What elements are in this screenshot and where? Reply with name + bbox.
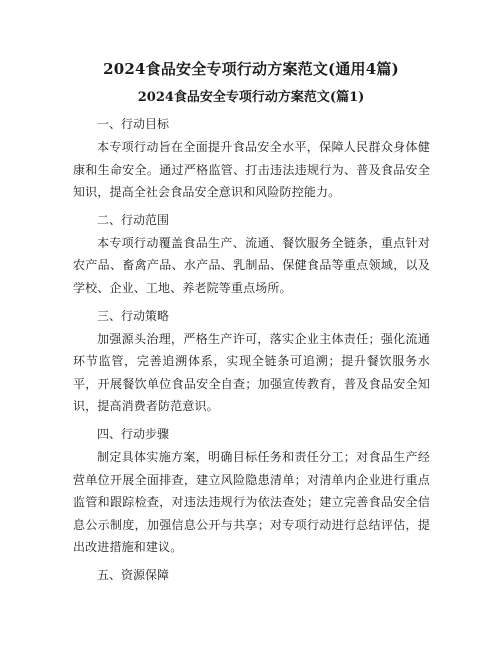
document-body	[73, 112, 430, 587]
section-heading-strategy: 三、行动策略	[97, 308, 170, 323]
section-heading-scope: 二、行动范围	[97, 212, 170, 227]
section-body-goal: 本专项行动旨在全面提升食品安全水平，保障人民群众身体健康和生命安全。通过严格监管、打击违法违规行为、普及食品安全知识，提高全社会食品安全意识和风险防控能力。	[73, 140, 430, 200]
section-body-strategy: 加强源头治理，严格生产许可，落实企业主体责任；强化流通环节监管，完善追溯体系，实现全链条可追溯；提升餐饮服务水平，开展餐饮单位食品安全自查；加强宣传教育，普及食品安全知识，提高消费者防范意识。	[73, 331, 430, 414]
document-title: 2024食品安全专项行动方案范文(通用4篇)	[103, 60, 399, 78]
section-body-scope: 本专项行动覆盖食品生产、流通、餐饮服务全链条，重点针对农产品、畜禽产品、水产品、乳制品、保健食品等重点领域，以及学校、企业、工地、养老院等重点场所。	[73, 235, 430, 295]
section-heading-steps: 四、行动步骤	[97, 426, 170, 441]
section-heading-resources: 五、资源保障	[97, 567, 170, 582]
document-subtitle: 2024食品安全专项行动方案范文(篇1)	[137, 90, 365, 105]
section-heading-goal: 一、行动目标	[97, 117, 170, 131]
section-body-steps: 制定具体实施方案，明确目标任务和责任分工；对食品生产经营单位开展全面排查，建立风险隐患清单；对清单内企业进行重点监管和跟踪检查，对违法违规行为依法查处；建立完善食品安全信息公示制度，加强信息公开与共享；对专项行动进行总结评估，提出改进措施和建议。	[73, 449, 430, 555]
